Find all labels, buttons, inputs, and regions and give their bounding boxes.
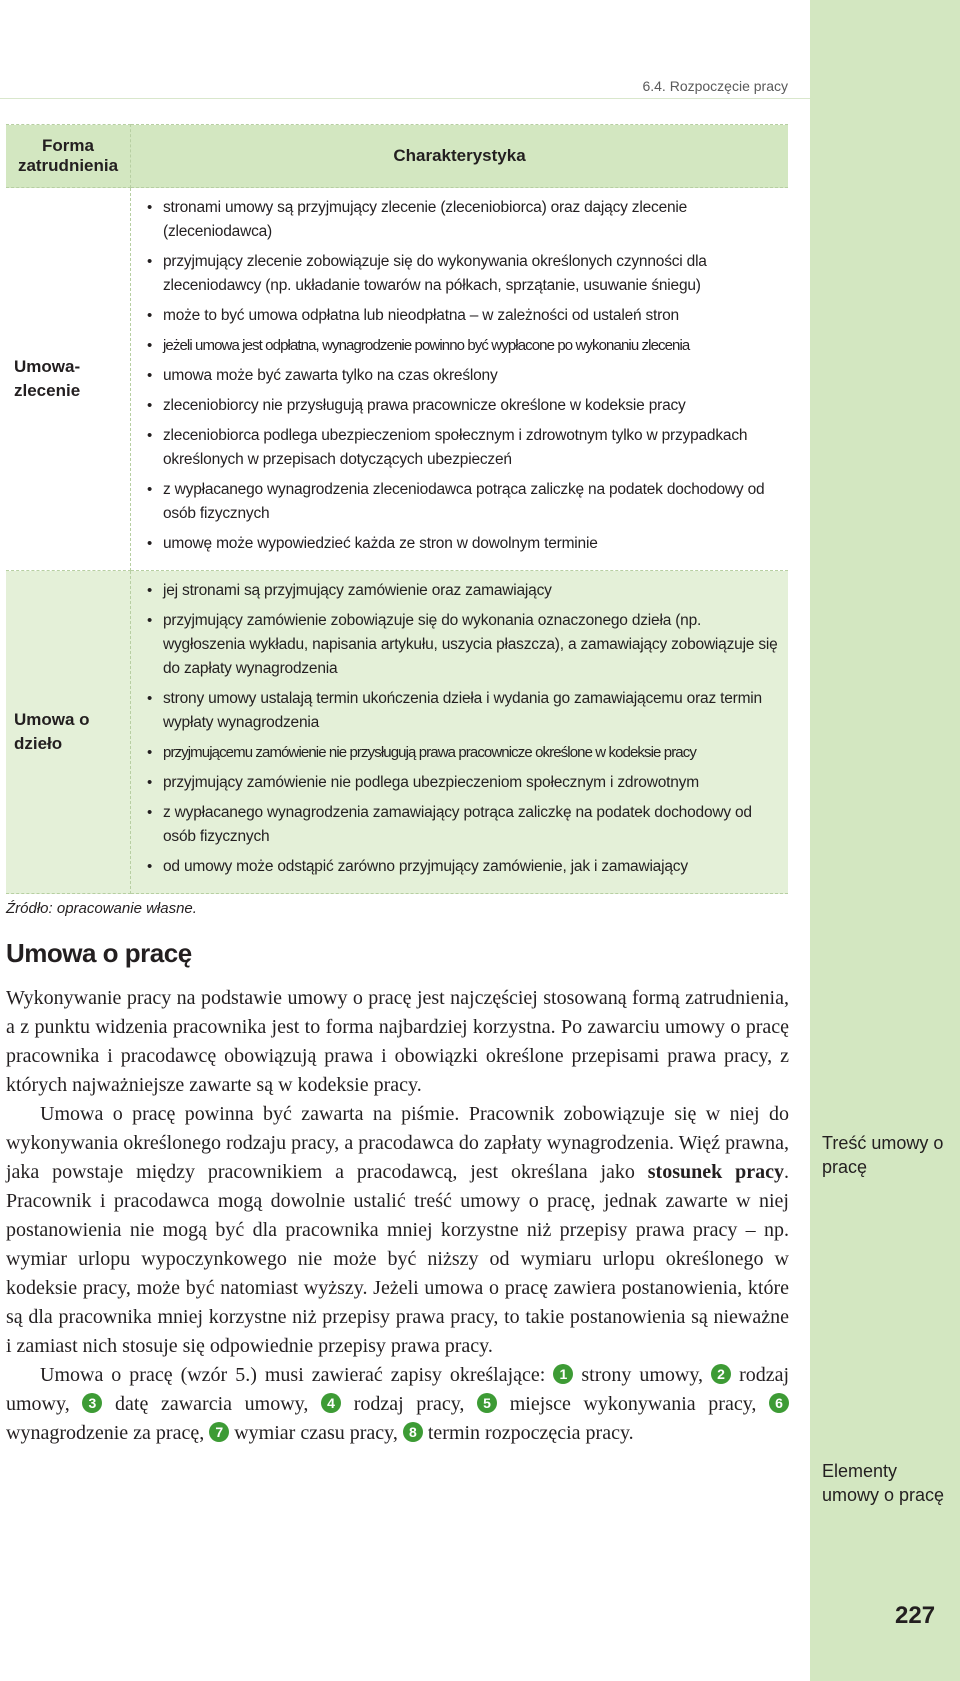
table-row <box>6 188 788 571</box>
paragraph-3 <box>6 1361 789 1448</box>
row-items <box>131 571 789 894</box>
number-3-icon: 3 <box>82 1393 102 1413</box>
list-item: • stronami umowy są przyjmujący zlecenie (zleceniobiorca) oraz dający zlecenie (zleceniodawca) <box>145 196 780 244</box>
row-items <box>131 188 789 571</box>
list-item: • przyjmującemu zamówienie nie przysługują prawa pracownicze określone w kodeksie pracy <box>145 741 780 765</box>
list-item: • umowa może być zawarta tylko na czas określony <box>145 364 780 388</box>
number-7-icon: 7 <box>209 1422 229 1442</box>
element-item: datę zawarcia umowy, <box>115 1393 309 1415</box>
element-item: rodzaj umowy, <box>6 1364 790 1415</box>
running-header: 6.4. Rozpoczęcie pracy <box>642 78 788 94</box>
list-item: • przyjmujący zamówienie zobowiązuje się do wykonania oznaczonego dzieła (np. wygłoszenia wykładu, napisania artykułu, uszycia płaszcza), a zamawiający zobowiązuje się do zapłaty wynagrodzenia <box>145 609 780 681</box>
list-item: • zleceniobiorcy nie przysługują prawa pracownicze określone w kodeksie pracy <box>145 394 780 418</box>
paragraph-2 <box>6 1100 789 1361</box>
paragraph-1: Wykonywanie pracy na podstawie umowy o pracę jest najczęściej stosowaną formą zatrudnienia, a z punktu widzenia pracownika jest to forma najbardziej korzystna. Po zawarciu umowy o pracę pracownika i pracodawcę obowiązują prawa i obowiązki określone przepisami prawa pracy, z których najważniejsze zawarte są w kodeksie pracy. <box>6 987 789 1096</box>
paragraph-2-text-b: . Pracownik i pracodawca mogą dowolnie ustalić treść umowy o pracę, jednak zawarte w niej postanowienia nie mogą być dla pracownika mniej korzystne niż przepisy prawa pracy – np. wymiar urlopu wypoczynkowego nie może być niższy od wymiaru urlopu określonego w kodeksie pracy, może być natomiast wyższy. Jeżeli umowa o pracę zawiera postanowienia, które są dla pracownika mniej korzystne niż przepisy prawa pracy, to takie postanowienia są nieważne i zamiast nich stosuje się odpowiednie przepisy prawa pracy. <box>6 1161 789 1357</box>
element-item: termin rozpoczęcia pracy. <box>427 1422 634 1444</box>
term-stosunek-pracy: stosunek pracy <box>647 1161 784 1183</box>
element-item: wymiar czasu pracy, <box>234 1422 398 1444</box>
number-8-icon: 8 <box>403 1422 423 1442</box>
element-item: rodzaj pracy, <box>353 1393 465 1415</box>
element-item: miejsce wykonywania pracy, <box>509 1393 757 1415</box>
page-number: 227 <box>895 1602 936 1629</box>
element-item: wynagrodzenie za pracę, <box>6 1422 205 1444</box>
list-item: • przyjmujący zlecenie zobowiązuje się do wykonywania określonych czynności dla zleceniodawcy (np. układanie towarów na półkach, sprzątanie, usuwanie śniegu) <box>145 250 780 298</box>
list-item: • przyjmujący zamówienie nie podlega ubezpieczeniom społecznym i zdrowotnym <box>145 771 780 795</box>
number-2-icon: 2 <box>711 1364 731 1384</box>
column-header-forma: Forma zatrudnienia <box>6 125 131 188</box>
element-item: strony umowy, <box>581 1364 704 1386</box>
column-header-charakterystyka: Charakterystyka <box>131 125 789 188</box>
row-label-umowa-zlecenie: Umowa-zlecenie <box>6 188 131 571</box>
section-title: Umowa o pracę <box>6 938 192 968</box>
list-item: • jej stronami są przyjmujący zamówienie oraz zamawiający <box>145 579 780 603</box>
list-item: • jeżeli umowa jest odpłatna, wynagrodzenie powinno być wypłacone po wykonaniu zlecenia <box>145 334 780 358</box>
paragraph-2-text-a: Umowa o pracę powinna być zawarta na piśmie. Pracownik zobowiązuje się w niej do wykonywania określonego rodzaju pracy, a pracodawca do zapłaty wynagrodzenia. Więź prawna, jaka powstaje między pracownikiem a pracodawcą, jest określana jako <box>6 1103 789 1183</box>
list-item: • zleceniobiorca podlega ubezpieczeniom społecznym i zdrowotnym tylko w przypadkach określonych w przepisach dotyczących ubezpieczeń <box>145 424 780 472</box>
list-item: • strony umowy ustalają termin ukończenia dzieła i wydania go zamawiającemu oraz termin wypłaty wynagrodzenia <box>145 687 780 735</box>
table-source-note: Źródło: opracowanie własne. <box>6 900 197 917</box>
margin-note-tresc-umowy: Treść umowy o pracę <box>822 1133 944 1177</box>
paragraph-3-intro: Umowa o pracę (wzór 5.) musi zawierać zapisy określające: <box>40 1364 546 1386</box>
table-row <box>6 571 788 894</box>
margin-note-elementy-umowy: Elementy umowy o pracę <box>822 1461 945 1505</box>
list-item: • umowę może wypowiedzieć każda ze stron w dowolnym terminie <box>145 532 780 556</box>
header-divider <box>0 98 810 99</box>
list-item: • od umowy może odstąpić zarówno przyjmujący zamówienie, jak i zamawiający <box>145 855 780 879</box>
body-text <box>6 984 789 1448</box>
list-item: • z wypłacanego wynagrodzenia zamawiający potrąca zaliczkę na podatek dochodowy od osób fizycznych <box>145 801 780 849</box>
employment-forms-table <box>6 124 788 894</box>
list-item: • z wypłacanego wynagrodzenia zleceniodawca potrąca zaliczkę na podatek dochodowy od osób fizycznych <box>145 478 780 526</box>
row-label-umowa-o-dzielo: Umowa o dzieło <box>6 571 131 894</box>
page-header <box>0 0 810 100</box>
number-4-icon: 4 <box>321 1393 341 1413</box>
number-1-icon: 1 <box>553 1364 573 1384</box>
list-item: • może to być umowa odpłatna lub nieodpłatna – w zależności od ustaleń stron <box>145 304 780 328</box>
right-margin-band <box>810 0 960 1681</box>
number-6-icon: 6 <box>769 1393 789 1413</box>
number-5-icon: 5 <box>477 1393 497 1413</box>
